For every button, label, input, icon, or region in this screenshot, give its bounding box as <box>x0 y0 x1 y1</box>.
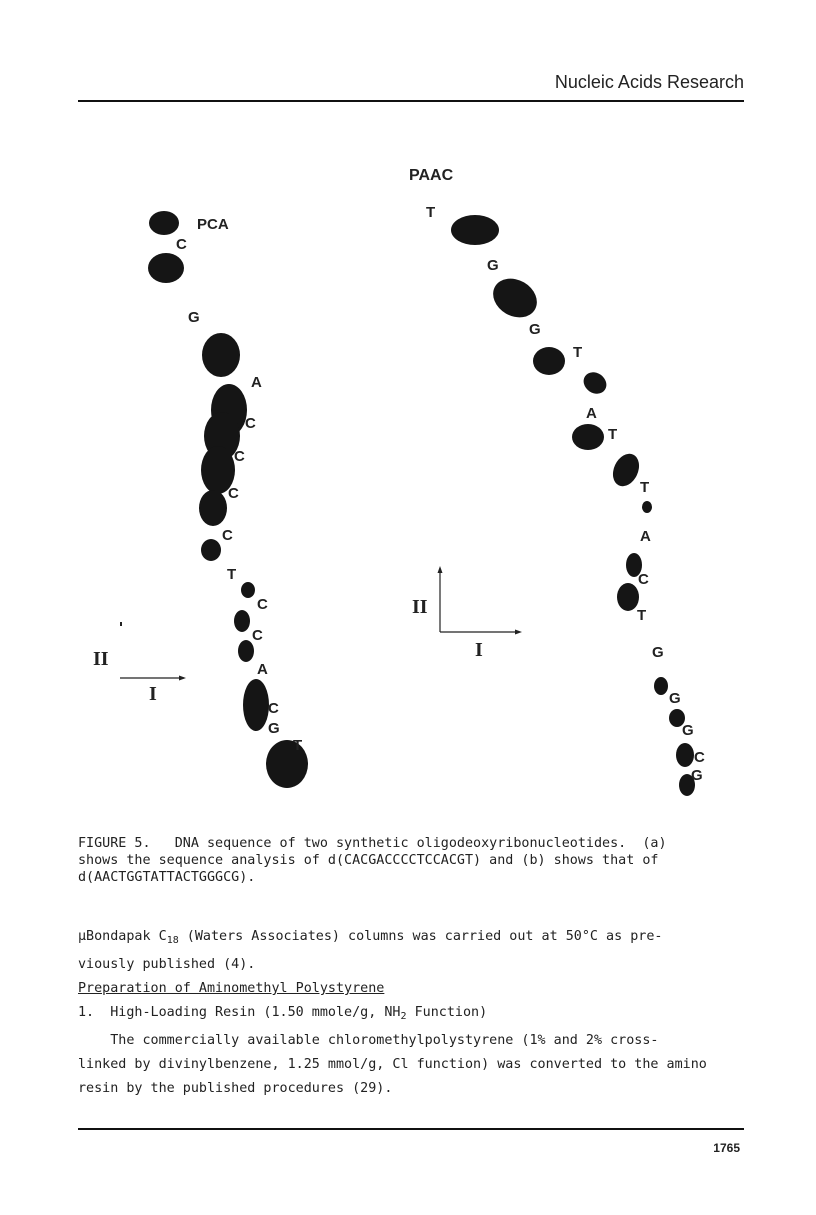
base-label: C <box>245 415 256 432</box>
base-label: G <box>682 722 694 739</box>
axis-label-1: I <box>149 683 157 705</box>
left-panel-labels <box>176 216 302 754</box>
spot <box>533 347 565 375</box>
spot <box>451 215 499 245</box>
page-number: 1765 <box>713 1141 740 1155</box>
base-label: A <box>640 528 651 545</box>
spot <box>579 368 610 398</box>
spot <box>608 450 644 491</box>
axis-label-1: I <box>475 639 483 661</box>
caption-line: d(AACTGGTATTACTGGGCG). <box>78 870 256 885</box>
body-line: viously published (4). <box>78 957 256 972</box>
fingerprint-figure <box>0 120 816 820</box>
spot <box>149 211 179 235</box>
base-label: G <box>529 321 541 338</box>
base-label: C <box>268 700 279 717</box>
base-label: C <box>228 485 239 502</box>
spot <box>572 424 604 450</box>
caption-line: shows the sequence analysis of d(CACGACCCCTCCACGT) and (b) shows that of <box>78 853 659 868</box>
spot <box>676 743 694 767</box>
base-label: T <box>573 344 583 361</box>
body-line: linked by divinylbenzene, 1.25 mmol/g, Cl function) was converted to the amino <box>78 1057 707 1072</box>
right-panel-title: PAAC <box>409 167 454 184</box>
spot <box>202 333 240 377</box>
base-label: T <box>426 204 436 221</box>
base-label: T <box>227 566 237 583</box>
body-line: μBondapak $C_{18}$ (Waters Associates) columns was carried out at 50°C as pre- <box>78 929 663 946</box>
header-rule <box>78 100 744 102</box>
figure-caption <box>78 835 742 886</box>
section-heading: Preparation of Aminomethyl Polystyrene <box>78 981 385 996</box>
spot <box>199 490 227 526</box>
spot <box>642 501 652 513</box>
spot <box>234 610 250 632</box>
footer-rule <box>78 1128 744 1130</box>
base-label: G <box>652 644 664 661</box>
base-label: G <box>691 767 703 784</box>
base-label: T <box>640 479 650 496</box>
body-text <box>78 925 744 1101</box>
base-label: G <box>188 309 200 326</box>
axis-label-2: II <box>93 648 109 670</box>
right-panel-spots <box>451 215 695 796</box>
base-label: C <box>257 596 268 613</box>
base-label: A <box>257 661 268 678</box>
base-label: C <box>222 527 233 544</box>
spot <box>241 582 255 598</box>
base-label: C <box>638 571 649 588</box>
spot <box>201 539 221 561</box>
right-panel-labels <box>426 204 705 784</box>
list-item: 1. High-Loading Resin (1.50 mmole/g, $NH_2$ Function) <box>78 1005 488 1022</box>
base-label: A <box>586 405 597 422</box>
base-label: T <box>608 426 618 443</box>
base-label: G <box>487 257 499 274</box>
axis-label-2: II <box>412 596 428 618</box>
base-label: C <box>252 627 263 644</box>
body-line: The commercially available chloromethylpolystyrene (1% and 2% cross- <box>78 1033 659 1048</box>
base-label: C <box>694 749 705 766</box>
spot <box>486 271 544 325</box>
base-label: T <box>637 607 647 624</box>
left-axis <box>93 622 186 705</box>
base-label: A <box>251 374 262 391</box>
right-axis <box>412 566 522 661</box>
base-label: T <box>293 737 303 754</box>
caption-line: FIGURE 5. DNA sequence of two synthetic oligodeoxyribonucleotides. (a) <box>78 836 667 851</box>
spot <box>243 679 269 731</box>
start-label: PCA <box>197 216 229 233</box>
base-label: C <box>176 236 187 253</box>
spot <box>148 253 184 283</box>
base-label: G <box>268 720 280 737</box>
base-label: C <box>234 448 245 465</box>
base-label: G <box>669 690 681 707</box>
spot <box>617 583 639 611</box>
body-line: resin by the published procedures (29). <box>78 1081 393 1096</box>
journal-title: Nucleic Acids Research <box>554 72 744 92</box>
spot <box>654 677 668 695</box>
